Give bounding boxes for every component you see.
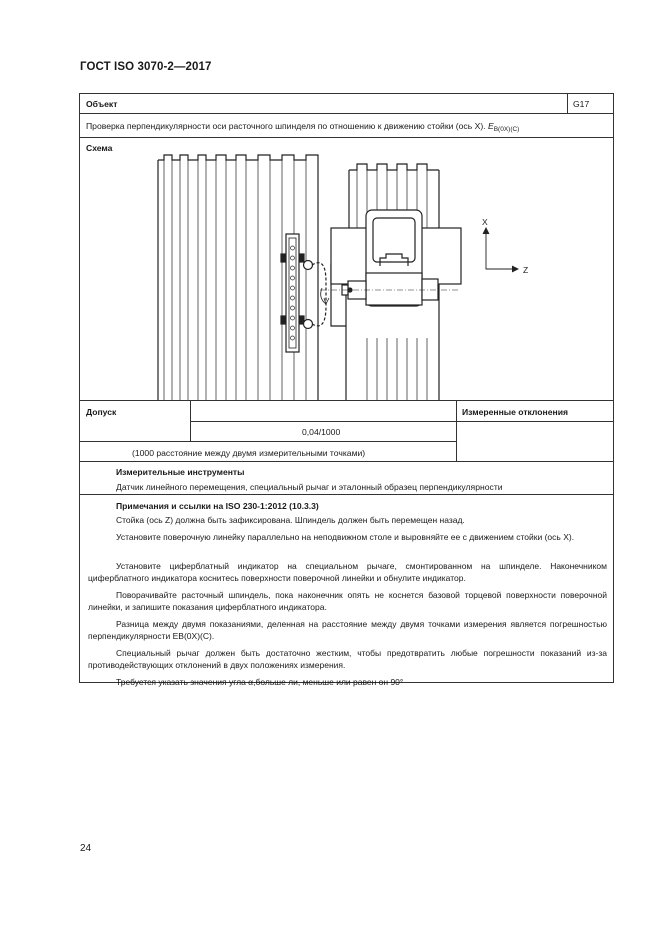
tolerance-value: 0,04/1000 xyxy=(302,427,341,437)
scheme-row xyxy=(80,138,613,401)
notes-paragraph-6: Специальный рычаг должен быть достаточно жестким, чтобы предотвратить любые погрешности показаний из-за противодействующих отклонений в двух положениях измерения. xyxy=(88,648,607,670)
test-sheet-table xyxy=(79,93,614,687)
axis-z-label: Z xyxy=(523,265,529,275)
object-row xyxy=(80,94,613,114)
object-description-row xyxy=(80,114,613,138)
notes-paragraph-2: Установите поверочную линейку параллельно на неподвижном столе и выровняйте ее с движением стойки (ось X). xyxy=(116,532,575,542)
measured-deviations-label: Измеренные отклонения xyxy=(462,407,568,417)
object-description xyxy=(86,121,519,133)
object-symbol-sub: B(0X)(C) xyxy=(493,126,520,133)
notes-paragraph-5: Разница между двумя показаниями, деленная на расстояние между двумя точками измерения является погрешностью перпендикулярности EB(0X)(C). xyxy=(88,619,607,641)
tolerance-row xyxy=(80,401,613,462)
object-symbol: E xyxy=(487,121,494,131)
tolerance-label: Допуск xyxy=(86,407,117,417)
instruments-label: Измерительные инструменты xyxy=(116,467,245,477)
axis-x-label: X xyxy=(482,217,488,227)
scheme-diagram xyxy=(80,138,613,400)
page-number: 24 xyxy=(80,843,92,854)
instruments-text: Датчик линейного перемещения, специальный рычаг и эталонный образец перпендикулярности xyxy=(116,482,503,492)
tolerance-note: (1000 расстояние между двумя измерительными точками) xyxy=(132,448,366,458)
notes-label: Примечания и ссылки на ISO 230-1:2012 (10.3.3) xyxy=(116,501,319,511)
notes-paragraph-1: Стойка (ось Z) должна быть зафиксирована. Шпиндель должен быть перемещен назад. xyxy=(116,515,465,525)
instruments-row xyxy=(80,462,613,495)
notes-paragraph-7: Требуется указать значения угла α,больше ли, меньше или равен он 90° xyxy=(116,677,404,687)
object-description-text: Проверка перпендикулярности оси расточного шпинделя по отношению к движению стойки (ось X). xyxy=(86,121,486,131)
notes-section xyxy=(80,495,613,687)
object-label: Объект xyxy=(86,99,118,109)
page-header: ГОСТ ISO 3070-2—2017 xyxy=(80,61,212,73)
scheme-label: Схема xyxy=(86,143,113,153)
notes-paragraph-4: Поворачивайте расточный шпиндель, пока наконечник опять не коснется базовой торцевой поверхности поверочной линейки, и запишите показания циферблатного индикатора. xyxy=(88,590,607,612)
notes-paragraph-3: Установите циферблатный индикатор на специальном рычаге, смонтированном на шпинделе. Наконечником циферблатного индикатора коснитесь поверхности поверочной линейки и обнулите индикатор. xyxy=(88,561,607,583)
object-code: G17 xyxy=(573,99,590,109)
